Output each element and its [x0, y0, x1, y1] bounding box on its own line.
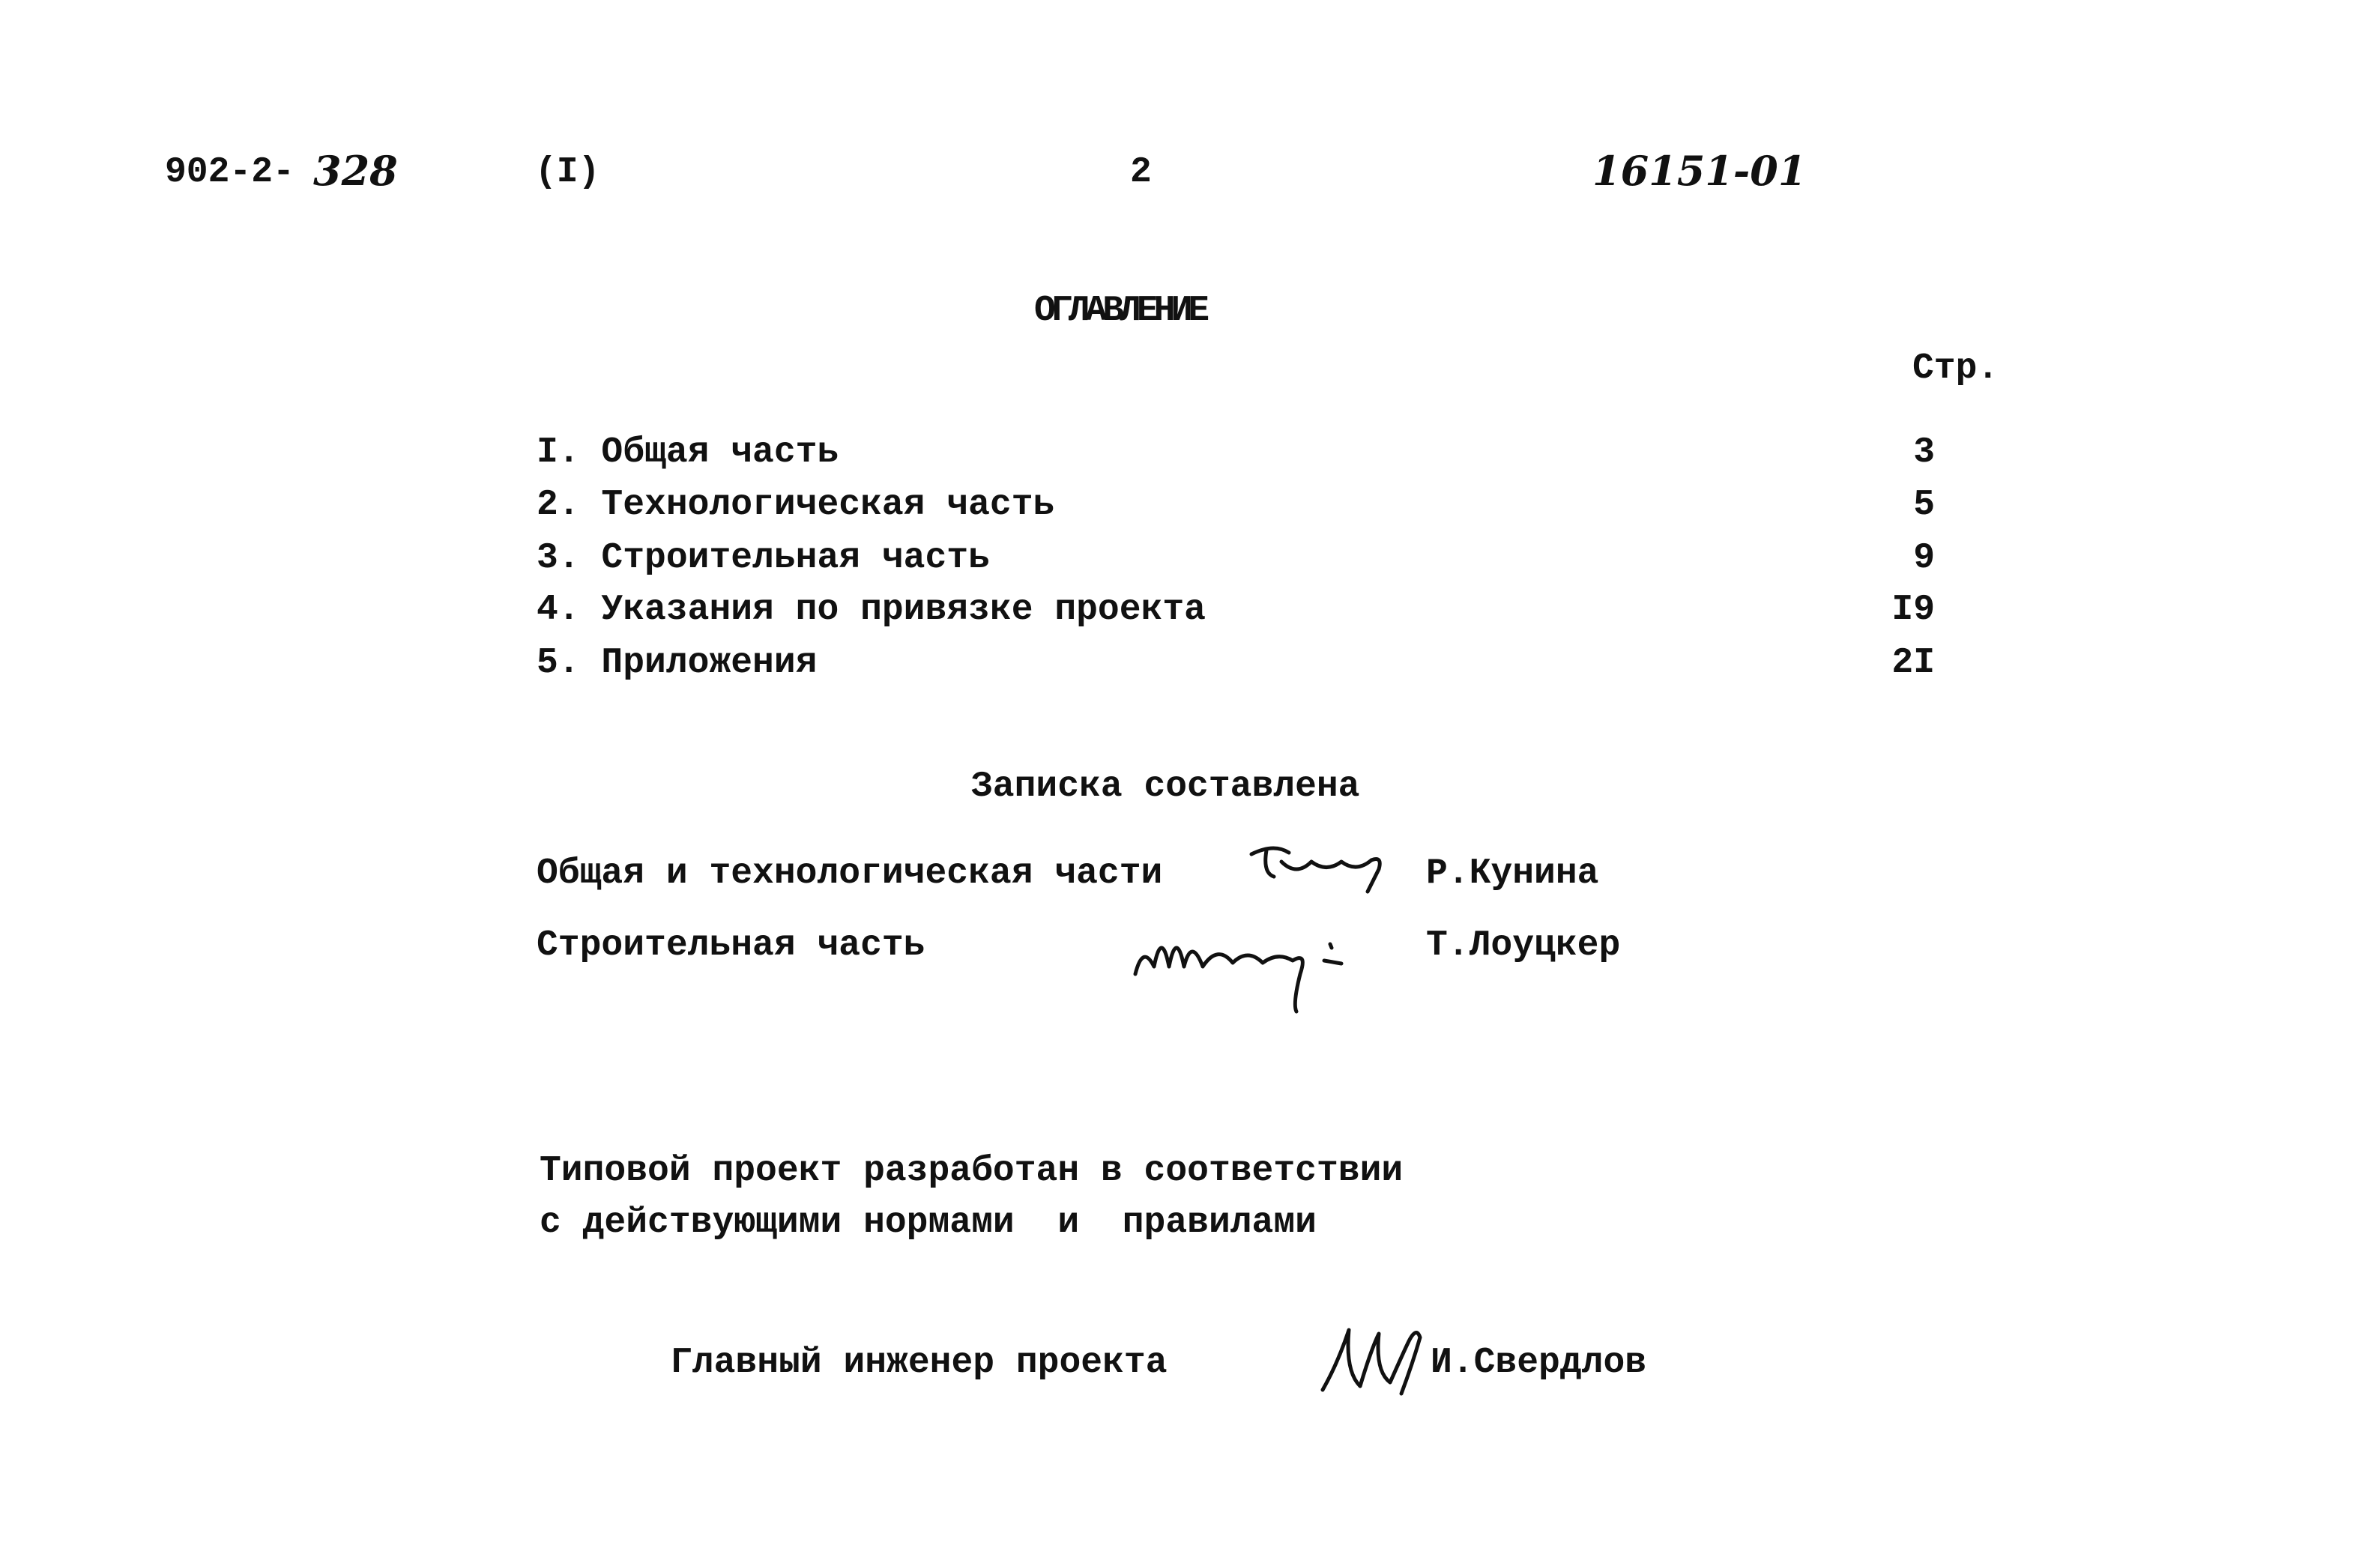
- chief-name: И.Свердлов: [1431, 1343, 1647, 1383]
- inventory-number: 16151-01: [1592, 147, 1807, 195]
- chief-title: Главный инженер проекта: [671, 1343, 1168, 1383]
- toc-item-label: 5. Приложения: [537, 643, 818, 683]
- author-name: Р.Кунина: [1426, 853, 1599, 894]
- statement-line: с действующими нормами и правилами: [540, 1203, 1317, 1243]
- toc-item-label: 4. Указания по привязке проекта: [537, 590, 1206, 630]
- author-section: Общая и технологическая части: [537, 853, 1163, 894]
- toc-item-page: 2I: [1891, 643, 1935, 683]
- author-section: Строительная часть: [537, 925, 925, 966]
- signature-kunina: [1244, 839, 1394, 899]
- toc-item-page: 5: [1913, 485, 1935, 525]
- series-prefix: 902-2-: [165, 152, 295, 193]
- toc-item-page: 3: [1913, 432, 1935, 473]
- authors-heading: Записка составлена: [971, 767, 1360, 807]
- page-column-label: Стр.: [1912, 348, 1999, 389]
- toc-item-page: I9: [1891, 590, 1935, 630]
- toc-title: ОГЛАВЛЕНИЕ: [1034, 291, 1206, 331]
- page-number: 2: [1130, 152, 1152, 193]
- part-number: (I): [535, 152, 600, 193]
- toc-item-label: 3. Строительная часть: [537, 538, 990, 578]
- toc-item-label: 2. Технологическая часть: [537, 485, 1055, 525]
- signature-loutsker: [1128, 914, 1383, 1019]
- series-number: 328: [313, 147, 398, 195]
- signature-sverdlov: [1315, 1319, 1443, 1401]
- author-name: Т.Лоуцкер: [1426, 925, 1621, 966]
- toc-item-page: 9: [1913, 538, 1935, 578]
- toc-item-label: I. Общая часть: [537, 432, 839, 473]
- statement-line: Типовой проект разработан в соответствии: [540, 1151, 1404, 1191]
